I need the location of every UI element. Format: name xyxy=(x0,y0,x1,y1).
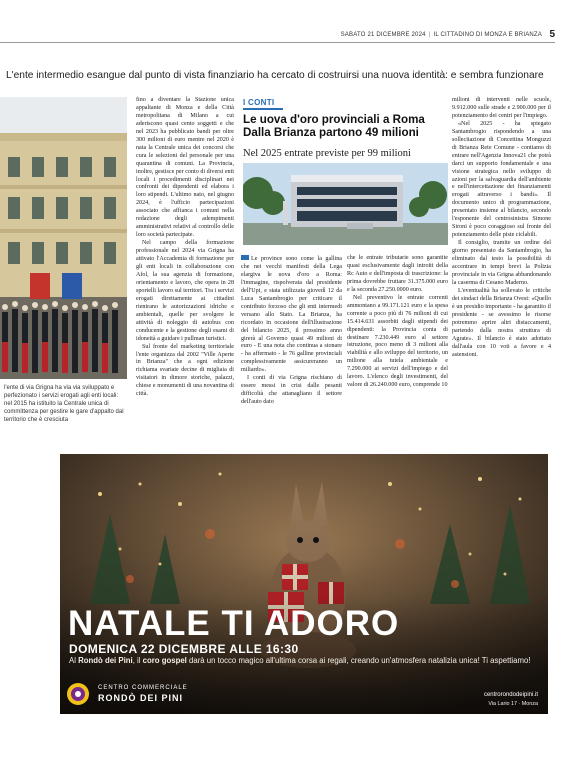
paragraph xyxy=(241,255,342,375)
paragraph: Nel preventivo le entrate correnti ammontano a 99.171.121 euro e la spesa corrente a poco più di 76 milioni di cui 15.414.631 assorbiti dagli stipendi dei dipendenti: la Provincia conta di destinare 7.230.449 euro al settore istruzione, poco meno di 3 milioni alla viabilità e allo sviluppo del territorio, un milione alla tutela ambientale e 7.290.000 ai servizi dell'impiego e del lavoro. L'elenco degli investimenti, del valore di 26.240.000 euro, comprende 10 xyxy=(347,294,448,389)
kicker: L'ente intermedio esangue dal punto di vista finanziario ha cercato di costruirsi una nuova identità: e sembra funzionare xyxy=(6,70,544,81)
article-column-5 xyxy=(452,97,551,359)
palazzo-photo xyxy=(0,97,127,379)
ad-desc-bold: coro gospel xyxy=(142,656,187,665)
page-number: 5 xyxy=(549,29,555,40)
article-column-4 xyxy=(347,255,448,390)
paragraph: fino a diventare la Stazione unica appaltante di Monza e della Città metropolitana di Milano a cui aderiscono quasi cento soggetti e che nel 2023 ha pubblicato bandi per oltre 300 milioni di euro mentre nel 2020 è nata la Centrale unica dei concorsi che cura le selezioni del personale per una quarantina di comuni. La Provincia, inoltre, gestisce per conto di diversi enti locali i procedimenti disciplinari nei confronti dei dipendenti ed elabora i loro stipendi. L'ultimo nato, nel giugno 2024, è l'ufficio partecipazioni associato che affianca i comuni nella redazione degli adempimenti amministrativi relativi al controllo delle loro società partecipate. xyxy=(136,97,234,239)
ad-desc-text: Al xyxy=(69,656,79,665)
ad-desc-text: , il xyxy=(132,656,143,665)
paragraph-text: Le province sono come la gallina che nei vecchi manifesti della Lega elargiva le uova d'oro a Roma: l'immagine, rispolverata dal presidente dell'Upi, e stata utilizzata giovedì 12 da Luca Santambrogio per criticare il contributo forzoso che gli enti intermedi versano allo Stato. La Brianza, ha ricordato in occasione dell'illustrazione del bilancio 2025, il prossimo anno girerà al Governo quasi 49 milioni di euro - E una nota che continua a stonare - ha affermato - le 76 galline provinciali complessivamente assicureranno un miliardo». xyxy=(241,256,342,374)
header-divider xyxy=(0,42,555,43)
photo-caption: l'ente di via Grigna ha via via sviluppato e perfezionato i servizi erogati agli enti locali: nel 2015 ha istituito la Centrale unica di committenza per gestire le gare d'appalto dal territorio che è cresciuta xyxy=(4,385,124,423)
header-newspaper: IL CITTADINO DI MONZA E BRIANZA xyxy=(433,32,542,38)
ad-desc-text: darà un tocco magico all'ultima corsa ai regali, creando un'atmosfera natalizia unica! Ti aspettiamo! xyxy=(186,656,531,665)
ad-description xyxy=(69,656,539,666)
header-info: SABATO 21 DICEMBRE 2024 | IL CITTADINO DI MONZA E BRIANZA xyxy=(340,32,542,38)
building-photo xyxy=(243,163,448,245)
ad-brand: RONDÒ DEI PINI xyxy=(98,693,184,703)
ad-date: DOMENICA 22 DICEMBRE ALLE 16:30 xyxy=(69,642,299,656)
header-date: SABATO 21 DICEMBRE 2024 xyxy=(340,32,426,38)
ad-address: Via Lario 17 · Monza xyxy=(488,701,538,707)
article-column-3 xyxy=(241,255,342,407)
paragraph: che le entrate tributarie sono garantite quasi esclusivamente dagli introiti della Rc Auto e dell'imposta di trascrizione: la prima dovrebbe fruttare 31.375.000 euro e la seconda 27.250.0000 euro. xyxy=(347,255,448,293)
ad-title: NATALE TI ADORO xyxy=(68,604,400,643)
rondo-logo-icon xyxy=(66,682,90,706)
paragraph: I conti di via Grigna rischiano di essere messi in crisi dalle pesanti difficoltà che attanagliano il settore dell'auto dato xyxy=(241,375,342,406)
paragraph: Nel campo della formazione professionale nel 2024 via Grigna ha attivato l'Accademia di formazione per gli enti locali in collaborazione con Afol, la sua agenzia di formazione, orientamento e lavoro, che opera in 28 sportelli lavoro sul territori. Tra i servizi erogati direttamente ai cittadini rientrano le autorizzazioni idriche e ambientali, quelle per svolgere le attività di noleggio di autobus con conducente e la gestione degli esami di idoneità a guidare i pullman turistici. xyxy=(136,240,234,342)
article-subhead: Nel 2025 entrate previste per 99 milioni xyxy=(243,148,411,159)
paragraph: Sul fronte del marketing territoriale l'ente organizza dal 2002 "Ville Aperte in Brianza" che a ogni edizione richiama svariate decine di migliaia di visitatori in dimore storiche, palazzi, chiese e monumenti di una novantina di città. xyxy=(136,343,234,398)
section-rule xyxy=(243,108,283,110)
section-label: I CONTI xyxy=(243,98,275,107)
advertisement[interactable] xyxy=(60,454,548,714)
paragraph: Il consiglio, tramite un ordine del giorno presentato da Santambrogio, ha eliminato dal testo la possibilità di accentrare in tempi brevi la Polizia provinciale in via Grigna abbandonando la caserma di Cesano Maderno. xyxy=(452,240,551,286)
paragraph: «Nel 2025 - ha spiegato Santambrogio rispondendo a una sollecitazione di Concettina Monguzzi di Brianza Rete Comune - contiamo di entrare nell'Agenzia Innova21 che potrà darci un supporto fondamentale e una visione strategica nello sviluppo di azioni per la salvaguardia dell'ambiente e nell'intercettazione dei finanziamenti erogati attraverso i bandi». Il documento unico di programmazione, presentato insieme al bilancio, secondo l'esponente del centrosinistra Simone Sironi è poco coraggioso sul fronte del potenziamento delle piste ciclabili. xyxy=(452,120,551,239)
paragraph: L'eventualità ha sollevato le critiche dei sindaci della Brianza Ovest: «Quello è un presidio importante - ha garantito il presidente - se avessimo le risorse potremmo aprire altri distaccamenti, partendo dalla nostra struttura di Agrate». Il bilancio è stato adottato dall'aula con 10 voti a favore e 4 astensioni. xyxy=(452,287,551,358)
lead-marker xyxy=(241,255,249,260)
ad-brand-subtitle: CENTRO COMMERCIALE xyxy=(98,685,188,691)
article-column-1 xyxy=(136,97,234,399)
page-header xyxy=(0,29,580,46)
paragraph: milioni di interventi nelle scuole, 9.912.000 sulle strade e 2.900.000 per il potenziamento dei centri per l'impiego. xyxy=(452,97,551,119)
ad-website[interactable]: centrorondodeipini.it xyxy=(483,692,538,698)
article-headline: Le uova d'oro provinciali a Roma Dalla Brianza partono 49 milioni xyxy=(243,113,425,139)
ad-desc-bold: Rondò dei Pini xyxy=(78,656,133,665)
